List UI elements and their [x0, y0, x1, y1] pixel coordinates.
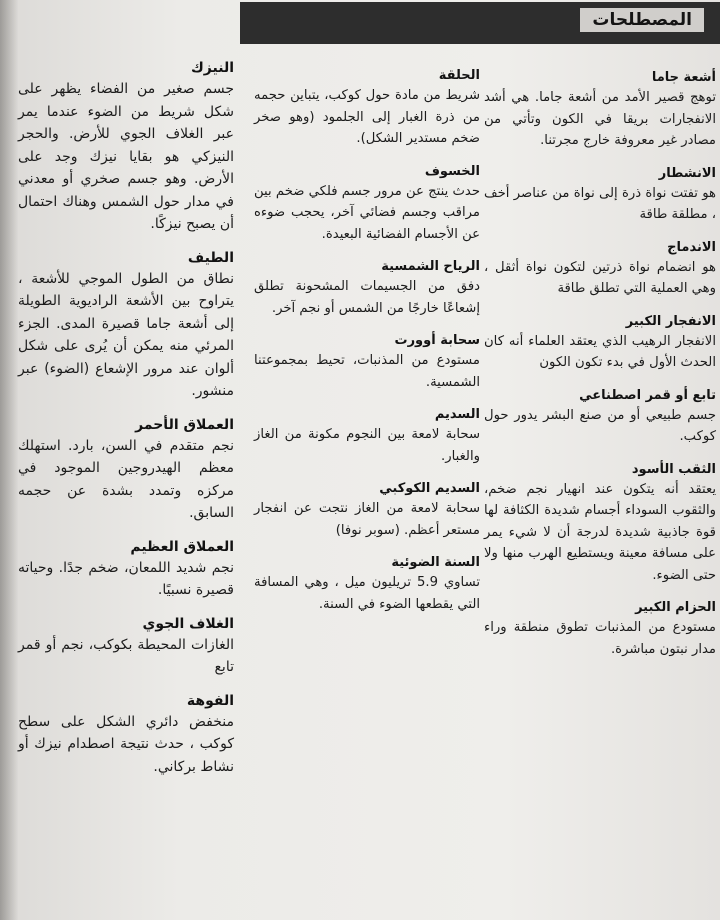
glossary-term: الحزام الكبير	[635, 600, 716, 615]
glossary-title: المصطلحات	[580, 8, 704, 32]
glossary-entry	[254, 407, 480, 467]
glossary-term: تابع أو قمر اصطناعي	[579, 387, 716, 403]
glossary-entry	[484, 314, 716, 374]
glossary-entry	[18, 539, 234, 602]
glossary-definition: الغازات المحيطة بكوكب، نجم أو قمر تابع	[18, 636, 234, 675]
glossary-entry	[254, 68, 480, 150]
glossary-entry	[18, 250, 234, 403]
glossary-entry	[484, 388, 716, 448]
glossary-definition: هو تفتت نواة ذرة إلى نواة من عناصر أخف ، مطلقة طاقة	[484, 185, 716, 222]
glossary-definition: نجم متقدم في السن، بارد. استهلك معظم الهيدروجين الموجود في مركزه وتمدد بشدة عن حجمه السابق.	[18, 437, 234, 521]
glossary-term: الفوهة	[186, 692, 234, 709]
glossary-definition: مستودع من المذنبات، تحيط بمجموعتنا الشمسية.	[254, 353, 480, 390]
glossary-term: الحلقة	[438, 68, 480, 83]
glossary-entry	[254, 259, 480, 319]
glossary-term: السديم الكوكبي	[379, 481, 480, 496]
glossary-entry	[484, 240, 716, 300]
glossary-definition: شريط من مادة حول كوكب، يتباين حجمه من ذرة الغبار إلى الجلمود (وهو صخر ضخم مستدير الشكل).	[254, 88, 480, 146]
glossary-column-right	[484, 70, 716, 674]
glossary-definition: سحابة لامعة بين النجوم مكونة من الغاز والغبار.	[254, 427, 480, 464]
glossary-term: الثقب الأسود	[631, 461, 716, 477]
glossary-definition: هو انضمام نواة ذرتين لتكون نواة أثقل ، وهي العملية التي تطلق طاقة	[484, 259, 716, 296]
glossary-term: سحابة أوورت	[394, 333, 480, 348]
glossary-column-middle	[254, 68, 480, 629]
glossary-definition: منخفض دائري الشكل على سطح كوكب ، حدث نتيجة اصطدام نيزك أو نشاط بركاني.	[18, 713, 234, 775]
glossary-term: العملاق الأحمر	[135, 416, 234, 433]
glossary-entry	[484, 462, 716, 587]
glossary-definition: دفق من الجسيمات المشحونة تطلق إشعاعًا خارجًا من الشمس أو نجم آخر.	[254, 279, 480, 316]
glossary-entry	[484, 600, 716, 660]
glossary-term: الانشطار	[658, 165, 716, 181]
glossary-term: العملاق العظيم	[130, 538, 234, 555]
glossary-entry	[254, 333, 480, 393]
page-gutter-shadow	[0, 0, 18, 920]
glossary-definition: تساوي 5.9 تريليون ميل ، وهي المسافة التي يقطعها الضوء في السنة.	[254, 575, 481, 612]
glossary-entry	[254, 555, 480, 615]
glossary-entry	[18, 616, 234, 679]
glossary-term: الخسوف	[424, 163, 480, 179]
glossary-definition: الانفجار الرهيب الذي يعتقد العلماء أنه كان الحدث الأول في بدء تكون الكون	[484, 333, 716, 370]
glossary-entry	[254, 481, 480, 541]
glossary-term: أشعة جاما	[651, 70, 716, 85]
glossary-entry	[254, 164, 480, 246]
glossary-definition: نجم شديد اللمعان، ضخم جدًا. وحياته قصيرة نسبيًا.	[18, 559, 234, 598]
glossary-definition: يعتقد أنه يتكون عند انهيار نجم ضخم، والثقوب السوداء أجسام شديدة الكثافة لها قوة جاذبية شديدة لدرجة أن لا شيء يمر على مسافة معينة ويستطيع الهرب منها ولا حتى الضوء.	[484, 481, 716, 583]
glossary-term: النيزك	[190, 60, 234, 76]
glossary-definition: مستودع من المذنبات تطوق منطقة وراء مدار نبتون مباشرة.	[484, 620, 716, 657]
glossary-definition: سحابة لامعة من الغاز نتجت عن انفجار مستعر أعظم. (سوبر نوفا)	[254, 501, 480, 538]
glossary-definition: جسم طبيعي أو من صنع البشر يدور حول كوكب.	[484, 407, 716, 444]
glossary-term: الرياح الشمسية	[381, 259, 480, 274]
glossary-term: الانفجار الكبير	[625, 313, 716, 329]
glossary-entry	[484, 70, 716, 152]
glossary-term: الطيف	[187, 249, 234, 266]
glossary-entry	[18, 60, 234, 236]
glossary-definition: نطاق من الطول الموجي للأشعة ، يتراوح بين الأشعة الراديوية الطويلة إلى أشعة جاما قصيرة المدى. الجزء المرئي منه يمكن أن يُرى على شكل ألوان عند مرور الإشعاع (الضوء) عبر منشور.	[18, 270, 234, 399]
glossary-definition: جسم صغير من الفضاء يظهر على شكل شريط من الضوء عندما يمر عبر الغلاف الجوي للأرض. والحجر النيزكي هو بقايا نيزك وجد على الأرض. وهو جسم صخري أو معدني في مدار حول الشمس وهناك احتمال أن يصبح نيزكًا.	[18, 81, 234, 232]
glossary-term: السنة الضوئية	[391, 555, 480, 570]
glossary-definition: توهج قصير الأمد من أشعة جاما. هي أشد الانفجارات بريقا في الكون وتأتي من مصادر غير معروفة خارج مجرتنا.	[484, 90, 716, 148]
glossary-term: الاندماج	[667, 239, 716, 255]
glossary-definition: حدث ينتج عن مرور جسم فلكي ضخم بين مراقب وجسم فضائي آخر، يحجب ضوءه عن الأجسام الفضائية البعيدة.	[254, 183, 480, 242]
glossary-term: السديم	[434, 407, 480, 422]
glossary-term: الغلاف الجوي	[142, 615, 234, 632]
glossary-entry	[18, 693, 234, 779]
glossary-column-left	[18, 60, 234, 792]
glossary-entry	[18, 417, 234, 525]
header-bar	[240, 2, 720, 44]
glossary-entry	[484, 166, 716, 226]
